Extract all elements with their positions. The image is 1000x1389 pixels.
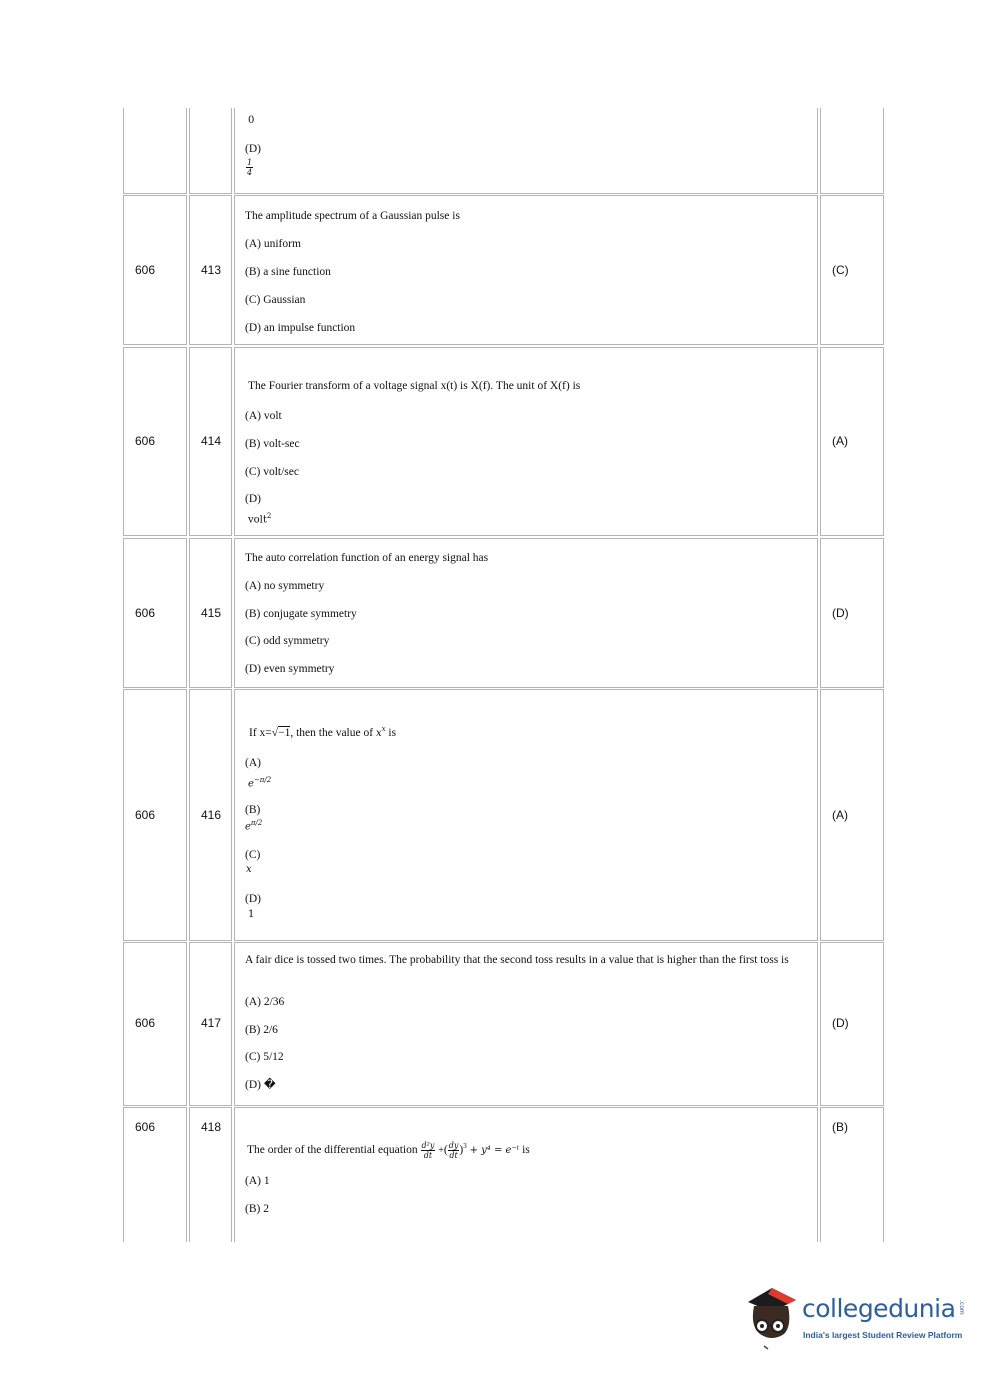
option-b-math: $e^{\pi/2}$ bbox=[245, 819, 263, 833]
option-b: (B) volt-sec bbox=[245, 438, 300, 450]
question-number: 414 bbox=[201, 434, 222, 448]
option-b: (B) a sine function bbox=[245, 266, 331, 278]
subject-code: 606 bbox=[135, 1016, 156, 1030]
table-row bbox=[123, 689, 885, 941]
option-c-math: x bbox=[246, 864, 252, 875]
question-table bbox=[123, 108, 885, 1242]
question-text: A fair dice is tossed two times. The probability that the second toss results in a value that is higher than the first toss is bbox=[245, 954, 789, 966]
question-text: The Fourier transform of a voltage signal x(t) is X(f). The unit of X(f) is bbox=[248, 380, 581, 392]
option-c: (C) bbox=[245, 849, 261, 861]
option-d-math: 1 bbox=[248, 909, 255, 920]
question-number: 413 bbox=[201, 263, 222, 277]
logo-suffix: .com bbox=[958, 1300, 965, 1315]
subject-code: 606 bbox=[135, 263, 156, 277]
option-a: (A) bbox=[245, 757, 261, 769]
option-b: (B) conjugate symmetry bbox=[245, 608, 357, 620]
option-a-math: $e^{-\pi/2}$ bbox=[248, 776, 272, 790]
question-text: If x=√−1, then the value of $x^x$ is bbox=[249, 725, 397, 739]
answer-key: (D) bbox=[832, 606, 849, 620]
mascot-icon bbox=[742, 1280, 800, 1352]
option-b: (B) 2/6 bbox=[245, 1024, 278, 1036]
option-a: (A) 1 bbox=[245, 1175, 270, 1187]
table-row bbox=[123, 538, 885, 688]
question-number: 416 bbox=[201, 808, 222, 822]
table-row bbox=[123, 942, 885, 1106]
answer-key: (C) bbox=[832, 263, 849, 277]
option-a: (A) volt bbox=[245, 410, 282, 422]
subject-code: 606 bbox=[135, 1120, 156, 1134]
option-d: (D) bbox=[245, 893, 261, 905]
question-number: 418 bbox=[201, 1120, 222, 1134]
question-text: The auto correlation function of an energy signal has bbox=[245, 552, 489, 564]
subject-code: 606 bbox=[135, 606, 156, 620]
logo-tagline: India's largest Student Review Platform bbox=[803, 1330, 963, 1340]
option-c: (C) 5/12 bbox=[245, 1051, 284, 1063]
option-d-math: volt$^2$ bbox=[248, 512, 272, 526]
option-c: (C) volt/sec bbox=[245, 466, 299, 478]
question-text: The order of the differential equation $\frac{\text{d²y}}{dt}$ +( $\frac{dy}{dt}$ )$^3$ + y⁴ = e⁻ᵗ is bbox=[247, 1140, 530, 1160]
logo-wordmark: collegedunia bbox=[802, 1294, 956, 1323]
option-c: (C) Gaussian bbox=[245, 294, 306, 306]
subject-code: 606 bbox=[135, 434, 156, 448]
option-c: (C) odd symmetry bbox=[245, 635, 330, 647]
question-text: The amplitude spectrum of a Gaussian pulse is bbox=[245, 210, 460, 222]
option-label: (D) bbox=[245, 143, 261, 155]
option-d: (D) an impulse function bbox=[245, 322, 356, 334]
option-a: (A) 2/36 bbox=[245, 996, 285, 1008]
table-row bbox=[123, 108, 885, 194]
option-b: (B) 2 bbox=[245, 1203, 269, 1215]
question-number: 417 bbox=[201, 1016, 222, 1030]
collegedunia-logo[interactable] bbox=[742, 1280, 972, 1352]
option-text: 0 bbox=[248, 115, 255, 126]
answer-key: (A) bbox=[832, 808, 848, 822]
table-row bbox=[123, 347, 885, 536]
subject-code: 606 bbox=[135, 808, 156, 822]
fraction: $\frac{1}{4}$ bbox=[247, 158, 253, 177]
answer-key: (A) bbox=[832, 434, 848, 448]
option-a: (A) uniform bbox=[245, 238, 301, 250]
option-d: (D) � bbox=[245, 1079, 276, 1091]
answer-key: (D) bbox=[832, 1016, 849, 1030]
table-row bbox=[123, 195, 885, 345]
option-d: (D) bbox=[245, 493, 261, 505]
option-a: (A) no symmetry bbox=[245, 580, 325, 592]
option-b: (B) bbox=[245, 804, 261, 816]
question-number: 415 bbox=[201, 606, 222, 620]
table-row bbox=[123, 1107, 885, 1242]
answer-key: (B) bbox=[832, 1120, 848, 1134]
option-d: (D) even symmetry bbox=[245, 663, 335, 675]
